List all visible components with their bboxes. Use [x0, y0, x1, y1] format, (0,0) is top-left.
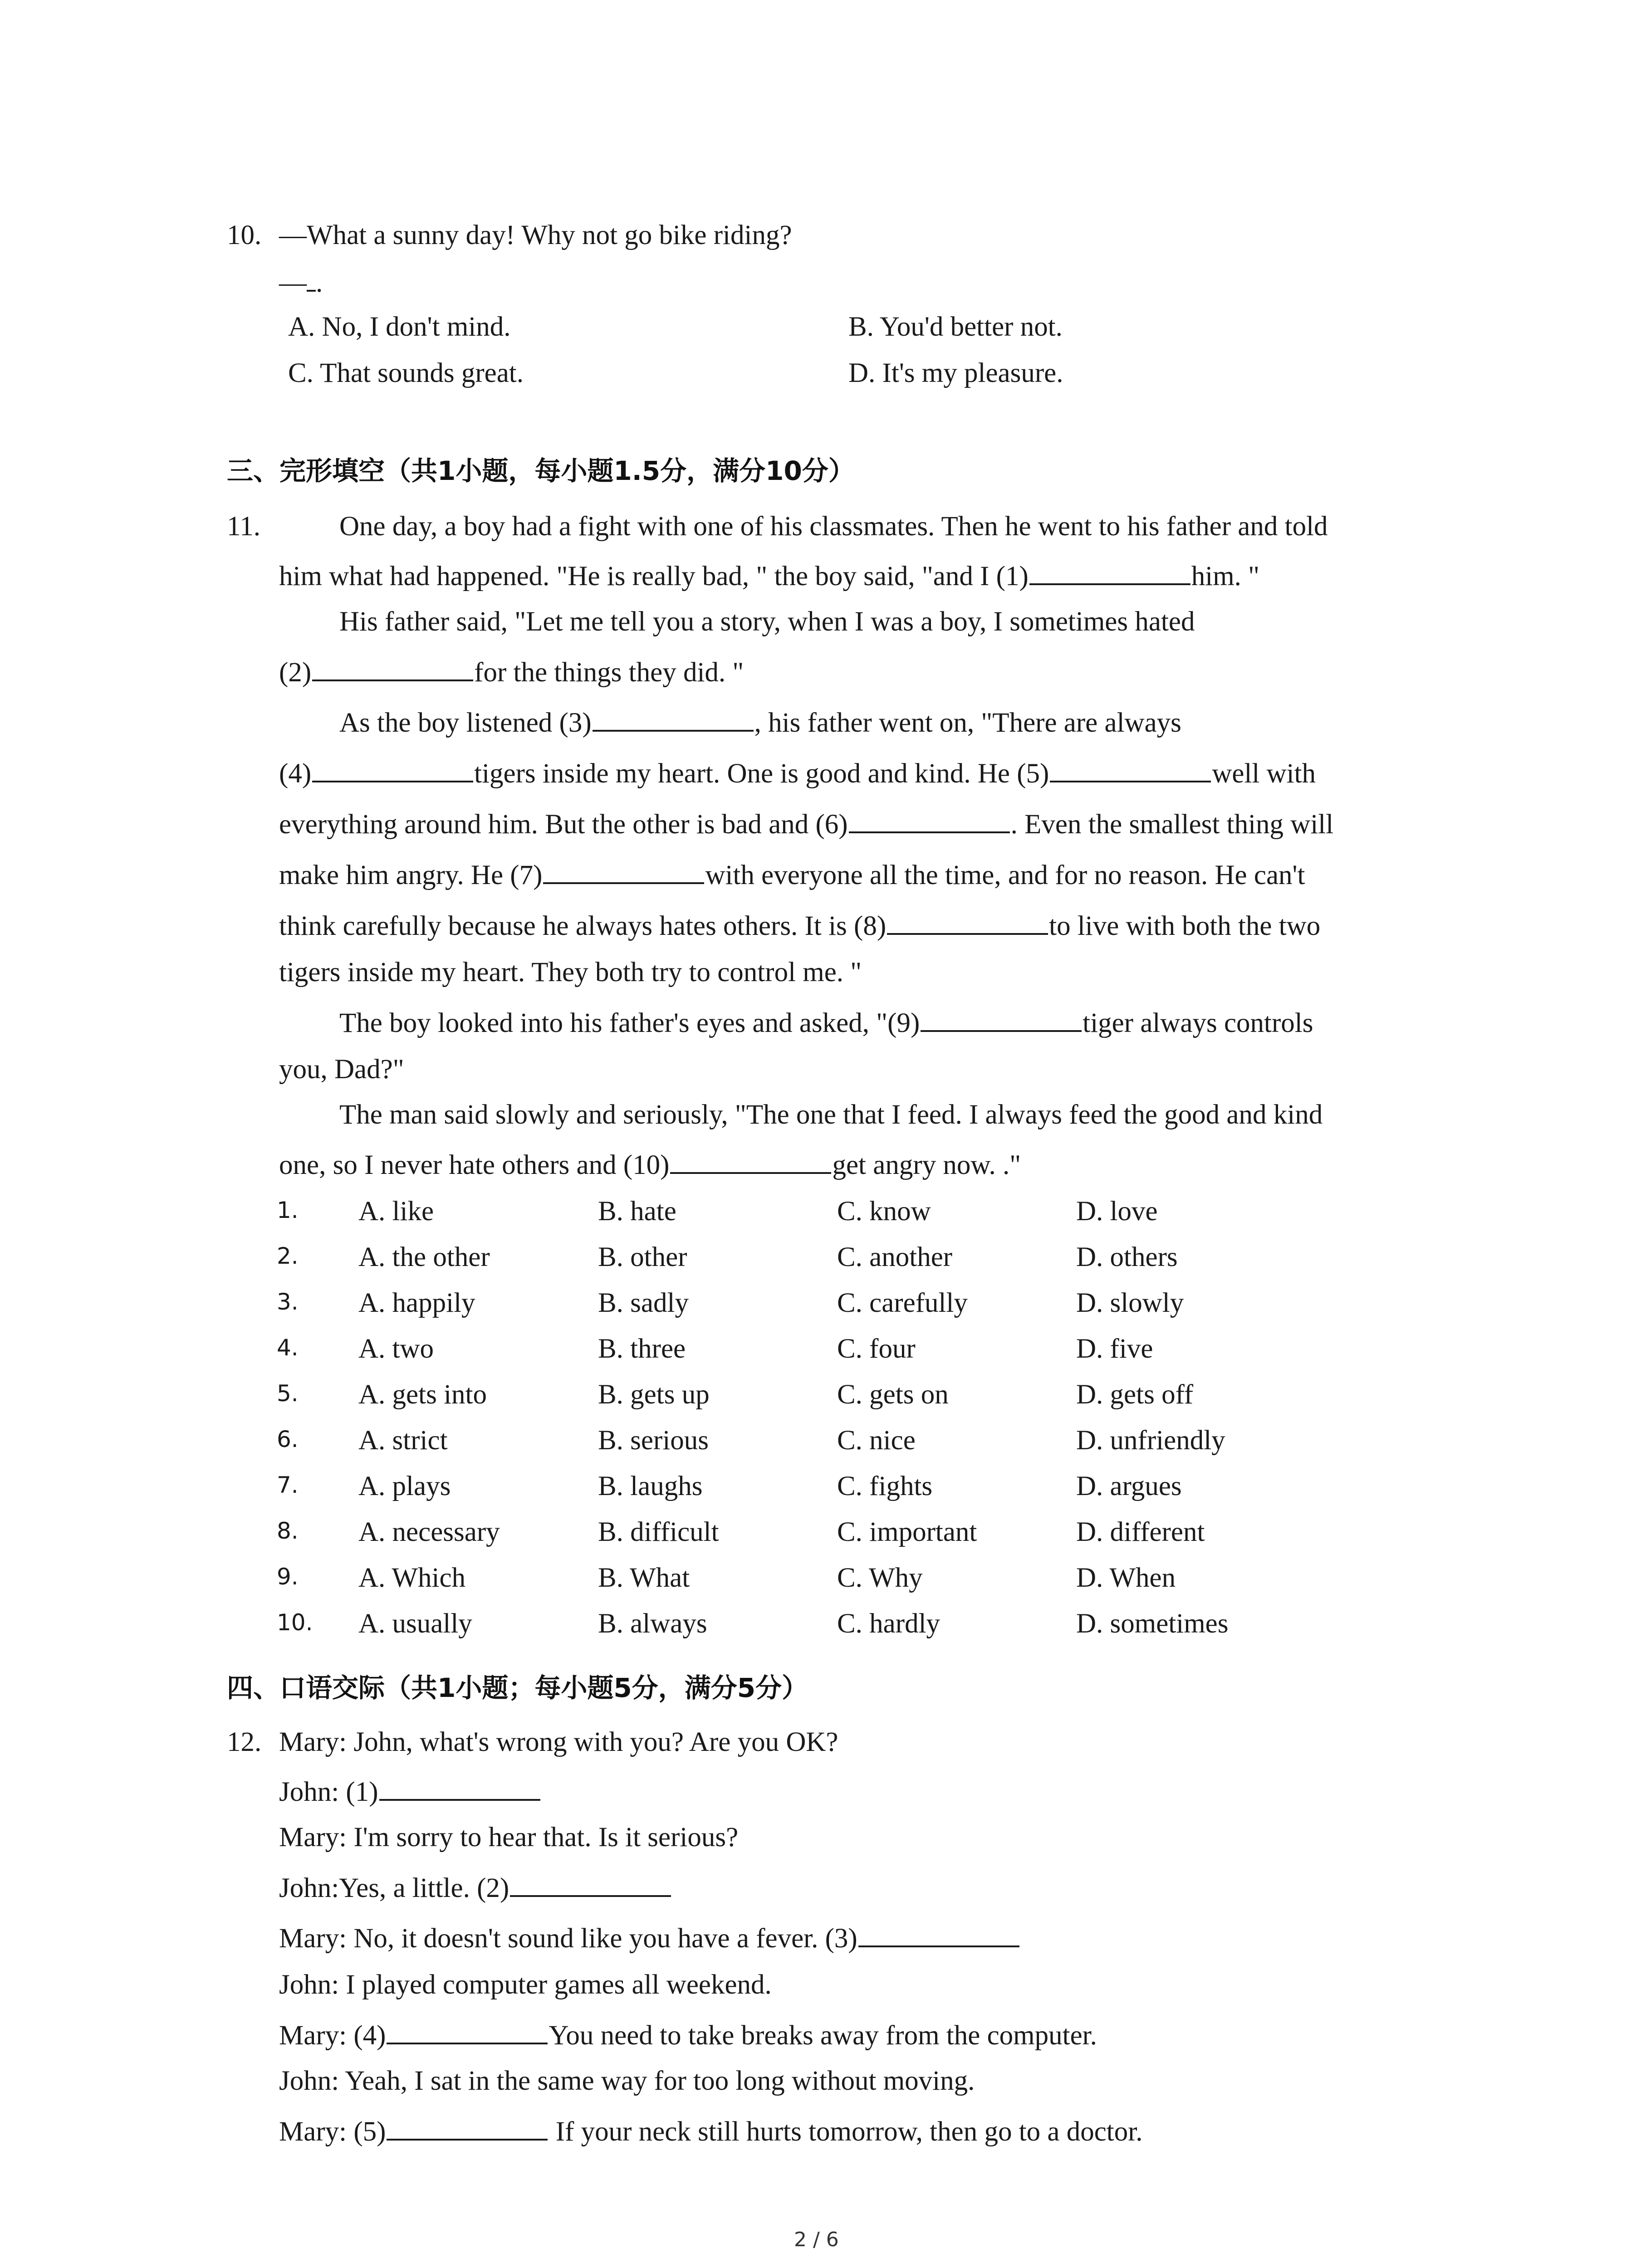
q11-line-13: The man said slowly and seriously, "The one that I feed. I always feed the good and kind	[339, 1100, 1323, 1130]
option-c[interactable]: C. Why	[837, 1563, 923, 1593]
option-c[interactable]: C. four	[837, 1334, 916, 1364]
option-c[interactable]: C. important	[837, 1517, 977, 1547]
dialogue-line-1: Mary: John, what's wrong with you? Are you OK?	[279, 1727, 838, 1757]
option-d[interactable]: D. others	[1076, 1242, 1178, 1272]
dialogue-line-5: Mary: No, it doesn't sound like you have a fever. (3)	[279, 1918, 1020, 1960]
dialogue-blank-4[interactable]	[387, 2019, 548, 2044]
q11-line-2: him what had happened. "He is really bad, " the boy said, "and I (1) him. "	[279, 556, 1259, 597]
option-a[interactable]: A. like	[358, 1196, 434, 1227]
option-c[interactable]: C. carefully	[837, 1288, 968, 1318]
q11-line-5: As the boy listened (3) , his father went on, "There are always	[339, 702, 1181, 744]
q10-stem: —What a sunny day! Why not go bike riding?	[279, 220, 792, 250]
option-number: 5.	[277, 1380, 299, 1407]
option-d[interactable]: D. sometimes	[1076, 1608, 1229, 1639]
option-d[interactable]: D. gets off	[1076, 1379, 1194, 1410]
option-c[interactable]: C. fights	[837, 1471, 933, 1501]
q11-line-11: The boy looked into his father's eyes and asked, "(9) tiger always controls	[339, 1002, 1313, 1044]
cloze-blank-10[interactable]	[670, 1149, 831, 1174]
option-b[interactable]: B. hate	[598, 1196, 676, 1227]
option-c[interactable]: C. know	[837, 1196, 931, 1227]
option-a[interactable]: A. plays	[358, 1471, 451, 1501]
q11-line-6: (4) tigers inside my heart. One is good and kind. He (5) well with	[279, 753, 1316, 795]
option-number: 4.	[277, 1334, 299, 1361]
option-c[interactable]: C. gets on	[837, 1379, 949, 1410]
option-d[interactable]: D. slowly	[1076, 1288, 1184, 1318]
option-b[interactable]: B. gets up	[598, 1379, 710, 1410]
dialogue-line-3: Mary: I'm sorry to hear that. Is it serious?	[279, 1822, 739, 1853]
option-d[interactable]: D. unfriendly	[1076, 1425, 1225, 1456]
q10-reply-end: .	[316, 268, 323, 298]
option-b[interactable]: B. three	[598, 1334, 686, 1364]
q10-number: 10.	[227, 220, 262, 250]
cloze-blank-6[interactable]	[849, 808, 1010, 833]
section-4-heading: 四、口语交际（共1小题；每小题5分，满分5分）	[227, 1672, 808, 1703]
option-a[interactable]: A. usually	[358, 1608, 472, 1639]
dialogue-blank-1[interactable]	[379, 1775, 540, 1801]
q10-option-d: D. It's my pleasure.	[848, 358, 1063, 388]
option-b[interactable]: B. serious	[598, 1425, 709, 1456]
option-a[interactable]: A. gets into	[358, 1379, 487, 1410]
option-b[interactable]: B. What	[598, 1563, 690, 1593]
q12-number: 12.	[227, 1727, 262, 1757]
option-number: 7.	[277, 1472, 299, 1498]
dialogue-line-2: John: (1)	[279, 1771, 541, 1813]
dialogue-blank-3[interactable]	[858, 1922, 1019, 1947]
option-a[interactable]: A. strict	[358, 1425, 448, 1456]
q10-option-a: A. No, I don't mind.	[288, 312, 511, 342]
option-d[interactable]: D. When	[1076, 1563, 1176, 1593]
dialogue-line-9: Mary: (5) If your neck still hurts tomorrow, then go to a doctor.	[279, 2111, 1142, 2153]
option-number: 1.	[277, 1197, 299, 1223]
cloze-blank-3[interactable]	[593, 706, 754, 732]
q11-line-8: make him angry. He (7) with everyone all the time, and for no reason. He can't	[279, 855, 1305, 896]
option-number: 3.	[277, 1289, 299, 1315]
cloze-blank-1[interactable]	[1029, 560, 1190, 585]
dialogue-line-8: John: Yeah, I sat in the same way for too long without moving.	[279, 2066, 975, 2096]
dialogue-blank-5[interactable]	[387, 2115, 548, 2141]
option-number: 6.	[277, 1426, 299, 1452]
q10-option-c: C. That sounds great.	[288, 358, 524, 388]
option-d[interactable]: D. different	[1076, 1517, 1205, 1547]
option-b[interactable]: B. other	[598, 1242, 687, 1272]
q11-line-7: everything around him. But the other is bad and (6) . Even the smallest thing will	[279, 804, 1333, 846]
option-number: 2.	[277, 1243, 299, 1269]
option-a[interactable]: A. necessary	[358, 1517, 500, 1547]
section-3-heading: 三、完形填空（共1小题，每小题1.5分，满分10分）	[227, 455, 855, 486]
q11-number: 11.	[227, 511, 260, 542]
option-number: 9.	[277, 1564, 299, 1590]
option-c[interactable]: C. hardly	[837, 1608, 941, 1639]
cloze-blank-5[interactable]	[1050, 757, 1211, 782]
page-number: 2 / 6	[794, 2228, 839, 2251]
dialogue-blank-2[interactable]	[510, 1872, 671, 1897]
cloze-blank-2[interactable]	[312, 656, 473, 681]
dialogue-line-6: John: I played computer games all weekend.	[279, 1970, 772, 2000]
cloze-blank-7[interactable]	[543, 859, 704, 884]
cloze-blank-9[interactable]	[921, 1007, 1082, 1032]
q10-reply	[279, 262, 323, 304]
option-c[interactable]: C. nice	[837, 1425, 916, 1456]
q11-line-9: think carefully because he always hates others. It is (8) to live with both the two	[279, 905, 1320, 947]
option-c[interactable]: C. another	[837, 1242, 953, 1272]
option-d[interactable]: D. five	[1076, 1334, 1153, 1364]
option-number: 8.	[277, 1518, 299, 1544]
q11-line-4: (2) for the things they did. "	[279, 652, 744, 694]
option-b[interactable]: B. laughs	[598, 1471, 703, 1501]
option-a[interactable]: A. two	[358, 1334, 434, 1364]
cloze-blank-8[interactable]	[887, 909, 1048, 935]
option-d[interactable]: D. love	[1076, 1196, 1158, 1227]
q11-line-1: One day, a boy had a fight with one of his classmates. Then he went to his father and told	[339, 511, 1328, 542]
option-b[interactable]: B. difficult	[598, 1517, 719, 1547]
q10-answer-blank[interactable]	[307, 272, 316, 292]
q11-line-12: you, Dad?"	[279, 1054, 404, 1085]
q11-line-14: one, so I never hate others and (10) get angry now. ."	[279, 1144, 1021, 1186]
q10-reply-dash: —	[279, 268, 307, 298]
cloze-blank-4[interactable]	[312, 757, 473, 782]
q11-line-3: His father said, "Let me tell you a story, when I was a boy, I sometimes hated	[339, 606, 1195, 637]
option-a[interactable]: A. the other	[358, 1242, 490, 1272]
dialogue-line-7: Mary: (4) You need to take breaks away from the computer.	[279, 2015, 1097, 2057]
option-b[interactable]: B. always	[598, 1608, 707, 1639]
option-a[interactable]: A. Which	[358, 1563, 466, 1593]
option-a[interactable]: A. happily	[358, 1288, 475, 1318]
option-number: 10.	[277, 1609, 313, 1636]
q11-line-10: tigers inside my heart. They both try to control me. "	[279, 957, 862, 987]
dialogue-line-4: John:Yes, a little. (2)	[279, 1867, 672, 1909]
q10-option-b: B. You'd better not.	[848, 312, 1063, 342]
option-d[interactable]: D. argues	[1076, 1471, 1182, 1501]
option-b[interactable]: B. sadly	[598, 1288, 689, 1318]
